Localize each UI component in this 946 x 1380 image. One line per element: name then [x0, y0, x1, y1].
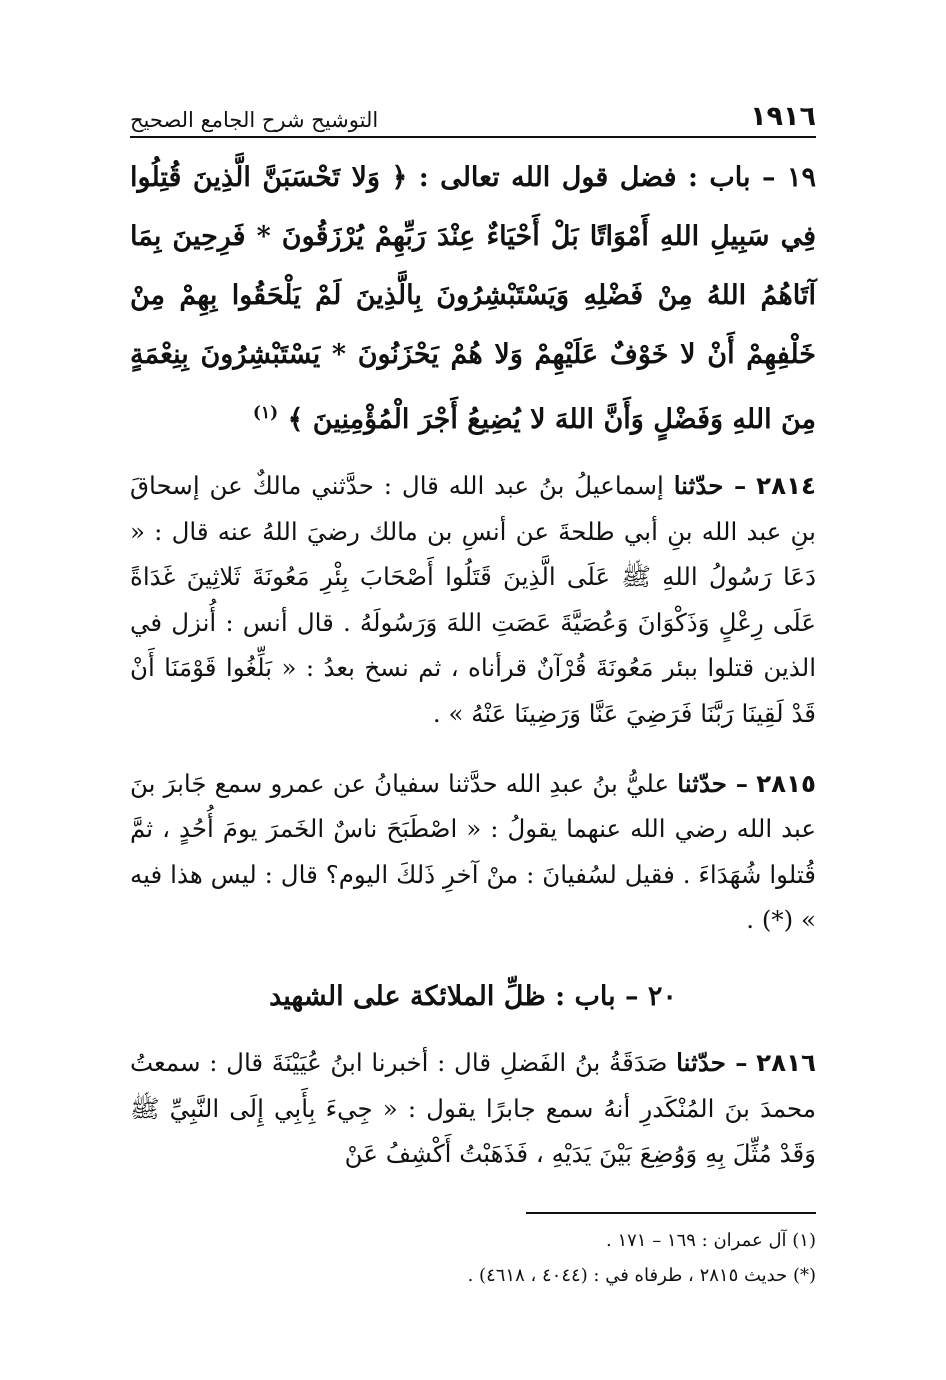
- hadith-text: صَدَقَةُ بنُ الفَضلِ قال : أخبرنا ابنُ عُيَيْنَةَ قال : سمعتُ محمدَ بنَ المُنْكَدرِ أنهُ سمع جابرًا يقول : « جِيءَ بِأَبِي إِلَى النَّبِيِّ ﷺ وَقَدْ مُثِّلَ بِهِ وَوُضِعَ بَيْنَ يَدَيْهِ ، فَذَهَبْتُ أَكْشِفُ عَنْ: [130, 1048, 816, 1168]
- running-head: [130, 92, 816, 132]
- footnote-ref-1[interactable]: (١): [252, 403, 279, 423]
- footnote-star: (*) حديث ٢٨١٥ ، طرفاه في : (٤٠٤٤ ، ٤٦١٨) .: [467, 1265, 816, 1286]
- hadith-text: عليُّ بنُ عبدِ الله حدَّثنا سفيانُ عن عمرو سمع جَابرَ بنَ عبد الله رضي الله عنهما يقولُ : « اصْطَبَحَ ناسٌ الخَمرَ يومَ أُحُدٍ ، ثمَّ قُتلوا شُهَدَاءَ . فقيل لسُفيانَ : منْ آخرِ ذَلكَ اليوم؟ قال : ليس هذا فيه » (*) .: [130, 768, 816, 934]
- quran-verse: ﴿ وَلا تَحْسَبَنَّ الَّذِينَ قُتِلُوا فِي سَبِيلِ اللهِ أَمْوَاتًا بَلْ أَحْيَاءٌ عِنْدَ رَبِّهِمْ يُرْزَقُونَ * فَرِحِينَ بِمَا آتَاهُمُ اللهُ مِنْ فَضْلِهِ وَيَسْتَبْشِرُونَ بِالَّذِينَ لَمْ يَلْحَقُوا بِهِمْ مِنْ خَلْفِهِمْ أَنْ لا خَوْفٌ عَلَيْهِمْ وَلا هُمْ يَحْزَنُونَ * يَسْتَبْشِرُونَ بِنِعْمَةٍ مِنَ اللهِ وَفَضْلٍ وَأَنَّ اللهَ لا يُضِيعُ أَجْرَ الْمُؤْمِنِينَ ﴾: [130, 162, 816, 435]
- main-text: [130, 148, 816, 1201]
- hadith-lead: – حدّثنا: [677, 768, 749, 798]
- hadith-number: ٢٨١٤: [756, 471, 816, 500]
- page-number: ١٩١٦: [750, 101, 816, 132]
- hadith-number: ٢٨١٦: [756, 1048, 816, 1077]
- chapter-19: [130, 148, 816, 449]
- hadith-2814: [130, 463, 816, 736]
- chapter-20-heading: ٢٠ – باب : ظلِّ الملائكة على الشهيد: [269, 981, 677, 1012]
- footnote-rule: [526, 1212, 816, 1214]
- hadith-number: ٢٨١٥: [756, 768, 817, 798]
- hadith-lead: – حدّثنا: [673, 471, 747, 500]
- footnotes: [130, 1223, 816, 1293]
- footnote-1: (١) آل عمران : ١٦٩ – ١٧١ .: [606, 1230, 816, 1251]
- hadith-text: إسماعيلُ بنُ عبد الله قال : حدَّثني مالكٌ عن إسحاقَ بنِ عبد الله بنِ أبي طلحةَ عن أنسِ بن مالك رضيَ اللهُ عنه قال : « دَعَا رَسُولُ اللهِ ﷺ عَلَى الَّذِينَ قَتَلُوا أَصْحَابَ بِئْرِ مَعُونَةَ ثَلاثِينَ غَدَاةً عَلَى رِعْلٍ وَذَكْوَانَ وَعُصَيَّةَ عَصَتِ اللهَ وَرَسُولَهُ . قال أنس : أُنزل في الذين قتلوا ببئر مَعُونَةَ قُرْآنٌ قرأناه ، ثم نسخ بعدُ : « بَلِّغُوا قَوْمَنَا أَنْ قَدْ لَقِينَا رَبَّنَا فَرَضِيَ عَنَّا وَرَضِينَا عَنْهُ » .: [130, 471, 816, 728]
- header-rule: [130, 136, 816, 138]
- chapter-19-heading: ١٩ – باب : فضل قول الله تعالى :: [418, 162, 816, 193]
- book-title: التوشيح شرح الجامع الصحيح: [130, 108, 379, 132]
- hadith-lead: – حدّثنا: [676, 1048, 748, 1077]
- hadith-2815: [130, 761, 816, 943]
- hadith-2816: [130, 1040, 816, 1177]
